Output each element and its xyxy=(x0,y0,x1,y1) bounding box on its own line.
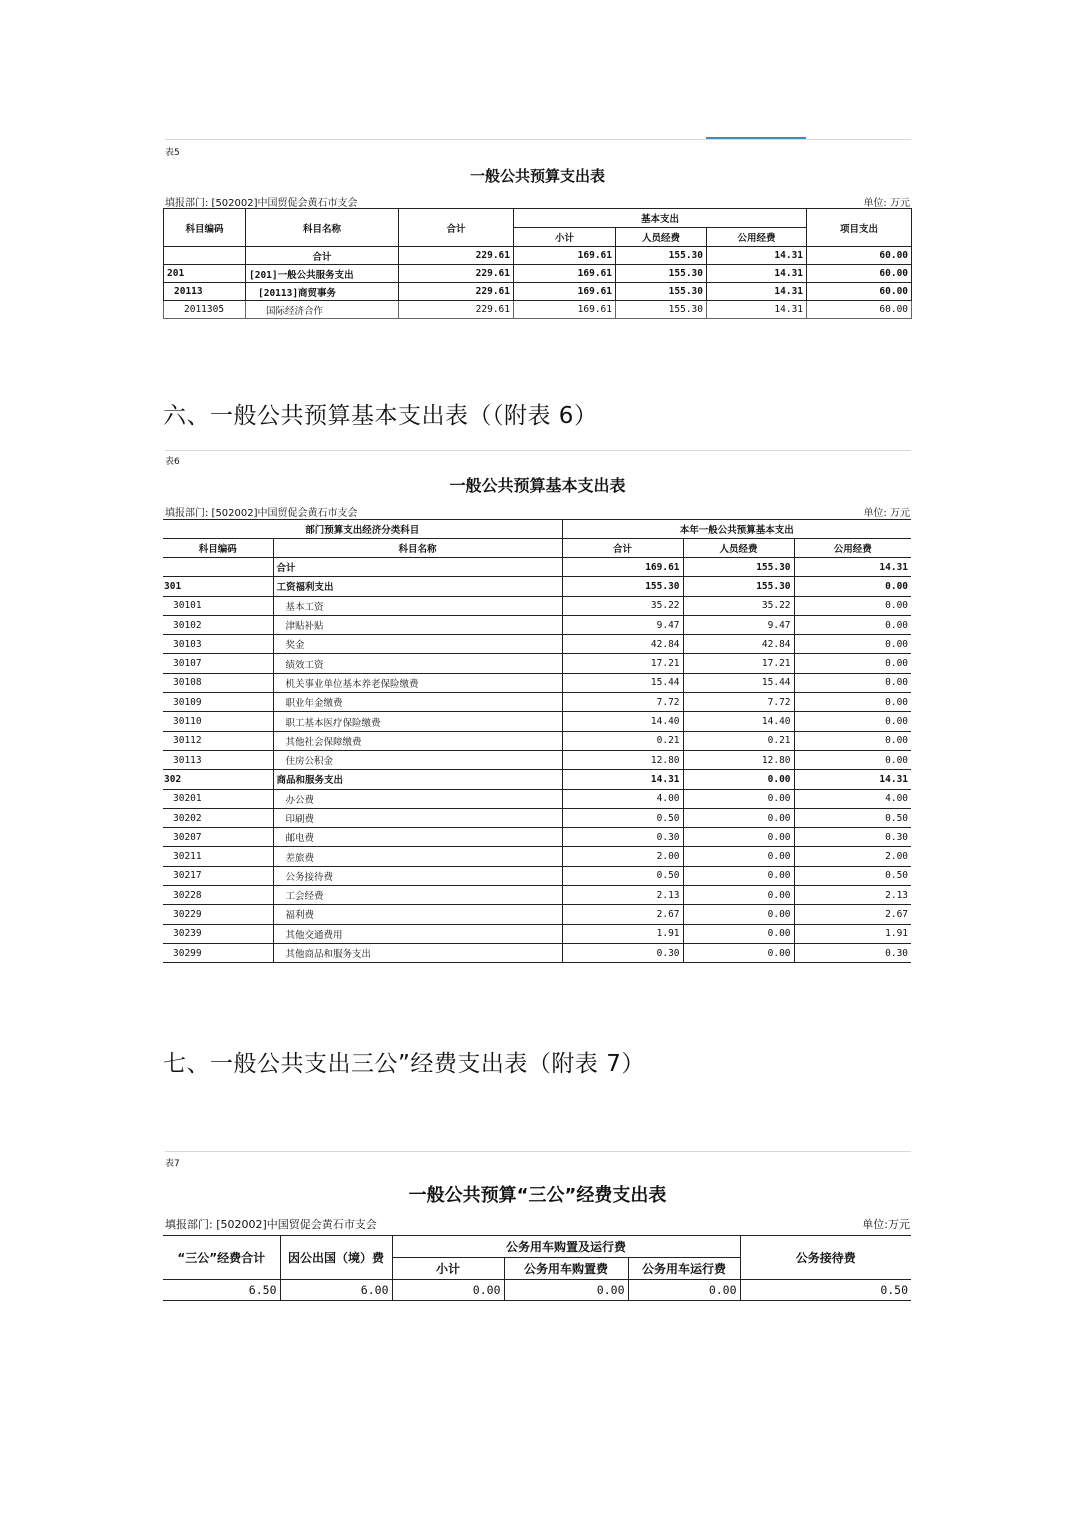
row-code: 30299 xyxy=(163,943,273,962)
row-personnel: 12.80 xyxy=(683,750,794,769)
row-personnel: 0.00 xyxy=(683,828,794,847)
table-row xyxy=(163,1280,911,1301)
row-public: 0.00 xyxy=(794,654,911,673)
row-total: 17.21 xyxy=(562,654,683,673)
group-left-header: 部门预算支出经济分类科目 xyxy=(163,520,562,539)
row-public: 0.00 xyxy=(794,712,911,731)
table6-number: 表6 xyxy=(165,457,180,467)
row-personnel: 42.84 xyxy=(683,635,794,654)
section7-heading: 七、一般公共支出三公”经费支出表（附表 7） xyxy=(163,1051,645,1077)
row-total: 0.50 xyxy=(562,866,683,885)
row-name: 其他商品和服务支出 xyxy=(273,943,562,962)
row-subtotal: 169.61 xyxy=(514,247,616,265)
row-code: 20113 xyxy=(164,283,246,301)
table-row xyxy=(163,654,911,673)
row-name: 基本工资 xyxy=(273,596,562,615)
row-name: 职工基本医疗保险缴费 xyxy=(273,712,562,731)
row-name: 福利费 xyxy=(273,905,562,924)
row-name: 办公费 xyxy=(273,789,562,808)
table6-divider xyxy=(165,450,911,451)
row-code: 30102 xyxy=(163,615,273,634)
row-public: 0.00 xyxy=(794,750,911,769)
row-name: 其他交通费用 xyxy=(273,924,562,943)
table-row xyxy=(163,615,911,634)
row-total: 7.72 xyxy=(562,693,683,712)
col-basic-header: 基本支出 xyxy=(514,209,807,228)
row-name: [201]一般公共服务支出 xyxy=(246,265,399,283)
row-personnel: 0.00 xyxy=(683,808,794,827)
row-subtotal: 169.61 xyxy=(514,283,616,301)
row-public: 1.91 xyxy=(794,924,911,943)
table5-unit: 单位: 万元 xyxy=(863,198,910,209)
col-vehicle-header: 公务用车购置及运行费 xyxy=(392,1236,740,1258)
top-divider xyxy=(165,139,911,140)
row-personnel: 155.30 xyxy=(616,265,707,283)
row-total: 2.13 xyxy=(562,886,683,905)
row-code: 30112 xyxy=(163,731,273,750)
row-public: 14.31 xyxy=(707,301,807,319)
col-personnel-header: 人员经费 xyxy=(616,228,707,247)
row-project: 60.00 xyxy=(807,301,912,319)
table5-title: 一般公共预算支出表 xyxy=(469,167,605,185)
row-name: 津贴补贴 xyxy=(273,615,562,634)
row-personnel: 35.22 xyxy=(683,596,794,615)
table-row xyxy=(164,283,912,301)
row-total: 9.47 xyxy=(562,615,683,634)
row-project: 60.00 xyxy=(807,247,912,265)
row-code xyxy=(163,558,273,577)
table-row xyxy=(163,886,911,905)
row-total: 229.61 xyxy=(399,265,514,283)
budget-expenditure-table xyxy=(163,208,912,319)
row-public: 0.30 xyxy=(794,828,911,847)
col-total-header: “三公”经费合计 xyxy=(163,1236,280,1280)
row-public: 14.31 xyxy=(707,247,807,265)
row-name: 奖金 xyxy=(273,635,562,654)
table-row xyxy=(164,247,912,265)
row-public: 0.00 xyxy=(794,615,911,634)
row-name: 工会经费 xyxy=(273,886,562,905)
table6-title: 一般公共预算基本支出表 xyxy=(449,476,626,495)
row-name: 绩效工资 xyxy=(273,654,562,673)
row-project: 60.00 xyxy=(807,265,912,283)
row-public: 0.50 xyxy=(794,808,911,827)
table-row xyxy=(164,301,912,319)
row-subtotal: 169.61 xyxy=(514,265,616,283)
table-row xyxy=(163,924,911,943)
row-personnel: 0.00 xyxy=(683,847,794,866)
row-name: 印刷费 xyxy=(273,808,562,827)
table7-title: 一般公共预算“三公”经费支出表 xyxy=(408,1185,667,1206)
table-row xyxy=(163,558,911,577)
row-total: 169.61 xyxy=(562,558,683,577)
table-row xyxy=(163,596,911,615)
row-total: 229.61 xyxy=(399,283,514,301)
row-reception: 0.50 xyxy=(740,1280,911,1301)
table-row xyxy=(163,712,911,731)
row-public: 4.00 xyxy=(794,789,911,808)
hyperlink-underline xyxy=(706,137,806,139)
section6-heading: 六、一般公共预算基本支出表（（附表 6） xyxy=(163,403,598,429)
table7-meta xyxy=(165,1216,910,1232)
row-personnel: 0.00 xyxy=(683,770,794,789)
row-total: 229.61 xyxy=(399,247,514,265)
col-total-header: 合计 xyxy=(562,539,683,558)
row-name: 其他社会保障缴费 xyxy=(273,731,562,750)
col-purchase-header: 公务用车购置费 xyxy=(504,1258,628,1280)
table-row xyxy=(163,905,911,924)
row-code: 30202 xyxy=(163,808,273,827)
row-total: 42.84 xyxy=(562,635,683,654)
row-abroad: 6.00 xyxy=(280,1280,392,1301)
row-name: 国际经济合作 xyxy=(246,301,399,319)
row-code: 30217 xyxy=(163,866,273,885)
table5-dept: 填报部门: [502002]中国贸促会黄石市支会 xyxy=(165,198,358,209)
basic-expenditure-table xyxy=(163,519,911,963)
table-row xyxy=(163,847,911,866)
row-personnel: 17.21 xyxy=(683,654,794,673)
row-name: 邮电费 xyxy=(273,828,562,847)
col-public-header: 公用经费 xyxy=(794,539,911,558)
row-code: 30109 xyxy=(163,693,273,712)
row-name: 机关事业单位基本养老保险缴费 xyxy=(273,673,562,692)
table7-divider xyxy=(165,1151,911,1152)
row-public: 14.31 xyxy=(707,265,807,283)
table-row xyxy=(163,828,911,847)
row-code: 30207 xyxy=(163,828,273,847)
table6-dept: 填报部门: [502002]中国贸促会黄石市支会 xyxy=(165,508,358,519)
row-personnel: 0.00 xyxy=(683,866,794,885)
table-row xyxy=(164,265,912,283)
row-code: 30113 xyxy=(163,750,273,769)
row-code: 30101 xyxy=(163,596,273,615)
row-subtotal: 0.00 xyxy=(392,1280,504,1301)
row-public: 14.31 xyxy=(794,770,911,789)
row-total: 0.21 xyxy=(562,731,683,750)
table6-header-row-1 xyxy=(163,520,911,539)
row-personnel: 155.30 xyxy=(683,577,794,596)
row-total: 229.61 xyxy=(399,301,514,319)
row-code: 30108 xyxy=(163,673,273,692)
row-name: 合计 xyxy=(246,247,399,265)
table-row xyxy=(163,789,911,808)
row-total: 4.00 xyxy=(562,789,683,808)
row-public: 0.00 xyxy=(794,577,911,596)
row-public: 0.00 xyxy=(794,731,911,750)
row-personnel: 9.47 xyxy=(683,615,794,634)
row-personnel: 0.00 xyxy=(683,789,794,808)
row-subtotal: 169.61 xyxy=(514,301,616,319)
row-personnel: 155.30 xyxy=(616,301,707,319)
row-public: 0.30 xyxy=(794,943,911,962)
row-operation: 0.00 xyxy=(628,1280,740,1301)
group-right-header: 本年一般公共预算基本支出 xyxy=(562,520,911,539)
row-code: 30228 xyxy=(163,886,273,905)
row-total: 2.00 xyxy=(562,847,683,866)
table-row xyxy=(163,943,911,962)
row-public: 2.00 xyxy=(794,847,911,866)
row-personnel: 15.44 xyxy=(683,673,794,692)
col-total-header: 合计 xyxy=(399,209,514,247)
table5-meta xyxy=(165,194,910,209)
col-subtotal-header: 小计 xyxy=(392,1258,504,1280)
row-project: 60.00 xyxy=(807,283,912,301)
col-operation-header: 公务用车运行费 xyxy=(628,1258,740,1280)
row-public: 0.00 xyxy=(794,596,911,615)
row-code: 301 xyxy=(163,577,273,596)
row-code: 30211 xyxy=(163,847,273,866)
row-total: 155.30 xyxy=(562,577,683,596)
row-personnel: 155.30 xyxy=(683,558,794,577)
col-name-header: 科目名称 xyxy=(246,209,399,247)
row-total: 35.22 xyxy=(562,596,683,615)
row-public: 0.00 xyxy=(794,693,911,712)
row-total: 15.44 xyxy=(562,673,683,692)
row-public: 0.00 xyxy=(794,673,911,692)
row-name: 工资福利支出 xyxy=(273,577,562,596)
row-public: 0.50 xyxy=(794,866,911,885)
row-code: 30107 xyxy=(163,654,273,673)
table7-header-row-1 xyxy=(163,1236,911,1258)
row-name: 合计 xyxy=(273,558,562,577)
row-name: 商品和服务支出 xyxy=(273,770,562,789)
table6-header-row-2 xyxy=(163,539,911,558)
row-total: 6.50 xyxy=(163,1280,280,1301)
row-total: 14.40 xyxy=(562,712,683,731)
three-public-expenses-table xyxy=(163,1235,911,1301)
table6-unit: 单位: 万元 xyxy=(863,508,910,519)
row-total: 0.30 xyxy=(562,943,683,962)
table7-dept: 填报部门: [502002]中国贸促会黄石市支会 xyxy=(165,1218,377,1231)
table-row xyxy=(163,866,911,885)
row-total: 0.30 xyxy=(562,828,683,847)
table7-number: 表7 xyxy=(165,1159,180,1169)
row-name: [20113]商贸事务 xyxy=(246,283,399,301)
row-name: 职业年金缴费 xyxy=(273,693,562,712)
col-abroad-header: 因公出国（境）费 xyxy=(280,1236,392,1280)
row-total: 12.80 xyxy=(562,750,683,769)
row-name: 公务接待费 xyxy=(273,866,562,885)
row-total: 0.50 xyxy=(562,808,683,827)
row-code: 2011305 xyxy=(164,301,246,319)
col-reception-header: 公务接待费 xyxy=(740,1236,911,1280)
row-code: 30201 xyxy=(163,789,273,808)
row-code: 302 xyxy=(163,770,273,789)
row-total: 1.91 xyxy=(562,924,683,943)
row-code: 30103 xyxy=(163,635,273,654)
table-row xyxy=(163,750,911,769)
row-personnel: 0.21 xyxy=(683,731,794,750)
row-personnel: 14.40 xyxy=(683,712,794,731)
row-personnel: 0.00 xyxy=(683,905,794,924)
row-name: 住房公积金 xyxy=(273,750,562,769)
col-code-header: 科目编码 xyxy=(164,209,246,247)
row-code: 30229 xyxy=(163,905,273,924)
row-public: 14.31 xyxy=(794,558,911,577)
row-personnel: 0.00 xyxy=(683,943,794,962)
table6-meta xyxy=(165,504,910,519)
row-personnel: 155.30 xyxy=(616,283,707,301)
row-public: 14.31 xyxy=(707,283,807,301)
col-subtotal-header: 小计 xyxy=(514,228,616,247)
col-project-header: 项目支出 xyxy=(807,209,912,247)
col-personnel-header: 人员经费 xyxy=(683,539,794,558)
row-public: 2.13 xyxy=(794,886,911,905)
col-name-header: 科目名称 xyxy=(273,539,562,558)
row-total: 2.67 xyxy=(562,905,683,924)
row-code: 30110 xyxy=(163,712,273,731)
table-row xyxy=(163,673,911,692)
table-row xyxy=(163,731,911,750)
row-code xyxy=(164,247,246,265)
col-public-header: 公用经费 xyxy=(707,228,807,247)
table-row xyxy=(163,693,911,712)
table5-header-row-1 xyxy=(164,209,912,228)
row-code: 30239 xyxy=(163,924,273,943)
table6-body xyxy=(163,558,911,963)
row-public: 2.67 xyxy=(794,905,911,924)
row-personnel: 7.72 xyxy=(683,693,794,712)
row-total: 14.31 xyxy=(562,770,683,789)
row-name: 差旅费 xyxy=(273,847,562,866)
row-personnel: 0.00 xyxy=(683,924,794,943)
col-code-header: 科目编码 xyxy=(163,539,273,558)
table5-number: 表5 xyxy=(165,148,180,158)
table-row xyxy=(163,635,911,654)
row-code: 201 xyxy=(164,265,246,283)
row-personnel: 0.00 xyxy=(683,886,794,905)
table-row xyxy=(163,808,911,827)
table-row xyxy=(163,577,911,596)
row-purchase: 0.00 xyxy=(504,1280,628,1301)
table7-unit: 单位:万元 xyxy=(862,1218,910,1231)
row-personnel: 155.30 xyxy=(616,247,707,265)
row-public: 0.00 xyxy=(794,635,911,654)
table-row xyxy=(163,770,911,789)
